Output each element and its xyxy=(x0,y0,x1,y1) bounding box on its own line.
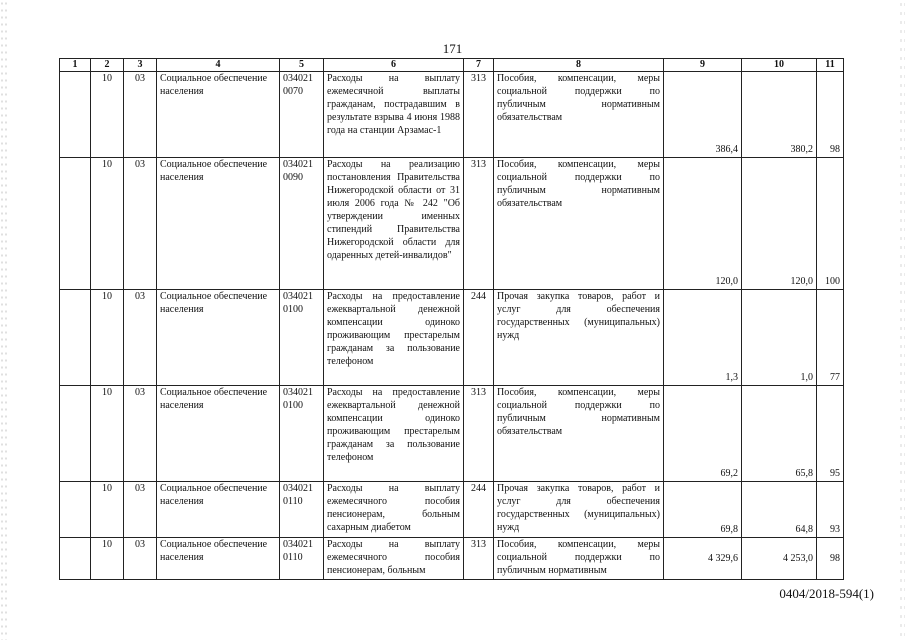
col-header: 9 xyxy=(664,59,742,72)
scan-edge-left xyxy=(0,0,8,640)
cell-plan: 4 329,6 xyxy=(664,538,742,580)
cell-percent: 77 xyxy=(817,290,844,386)
cell-type-name: Прочая закупка товаров, работ и услуг для обеспечения государственных (муниципальных) нужд xyxy=(494,290,664,386)
cell-actual: 120,0 xyxy=(742,158,817,290)
cell-type-name: Прочая закупка товаров, работ и услуг для обеспечения государственных (муниципальных) нужд xyxy=(494,482,664,538)
cell-percent: 95 xyxy=(817,386,844,482)
cell-subsection: 03 xyxy=(124,482,157,538)
cell-subsection: 03 xyxy=(124,158,157,290)
col-header: 6 xyxy=(324,59,464,72)
cell-section: 10 xyxy=(91,386,124,482)
col-header: 1 xyxy=(60,59,91,72)
cell-plan: 69,8 xyxy=(664,482,742,538)
table-row xyxy=(60,158,844,290)
cell-target-code: 034021 0090 xyxy=(280,158,324,290)
cell-expense-name: Расходы на выплату ежемесячной выплаты гражданам, пострадавшим в результате взрыва 4 июня 1988 года на станции Арзамас-1 xyxy=(324,72,464,158)
cell-expense-name: Расходы на реализацию постановления Правительства Нижегородской области от 31 июля 2006 года № 242 "Об утверждении именных стипендий Правительства Нижегородской области для одаренных детей-инвалидов" xyxy=(324,158,464,290)
cell-target-code: 034021 0070 xyxy=(280,72,324,158)
cell-section-name: Социальное обеспечение населения xyxy=(157,538,280,580)
cell-type-code: 313 xyxy=(464,538,494,580)
cell-type-code: 244 xyxy=(464,290,494,386)
cell-type-name: Пособия, компенсации, меры социальной поддержки по публичным нормативным xyxy=(494,538,664,580)
cell-plan: 120,0 xyxy=(664,158,742,290)
cell-plan: 1,3 xyxy=(664,290,742,386)
col-header: 3 xyxy=(124,59,157,72)
cell-type-name: Пособия, компенсации, меры социальной поддержки по публичным нормативным обязательствам xyxy=(494,386,664,482)
document-number: 0404/2018-594(1) xyxy=(779,586,874,601)
cell-type-code: 313 xyxy=(464,386,494,482)
page-number: 171 xyxy=(442,41,463,56)
header-row xyxy=(60,59,844,72)
cell-section: 10 xyxy=(91,538,124,580)
cell-type-code: 313 xyxy=(464,158,494,290)
col-header: 8 xyxy=(494,59,664,72)
cell-plan: 386,4 xyxy=(664,72,742,158)
cell-expense-name: Расходы на предоставление ежеквартальной денежной компенсации одиноко проживающим престарелым гражданам за пользование телефоном xyxy=(324,290,464,386)
cell-subsection: 03 xyxy=(124,538,157,580)
cell-type-code: 313 xyxy=(464,72,494,158)
col-header: 4 xyxy=(157,59,280,72)
cell-expense-name: Расходы на выплату ежемесячного пособия пенсионерам, больным xyxy=(324,538,464,580)
cell-expense-name: Расходы на предоставление ежеквартальной денежной компенсации одиноко проживающим престарелым гражданам за пользование телефоном xyxy=(324,386,464,482)
cell-index xyxy=(60,290,91,386)
cell-index xyxy=(60,538,91,580)
cell-index xyxy=(60,158,91,290)
cell-target-code: 034021 0110 xyxy=(280,482,324,538)
cell-subsection: 03 xyxy=(124,386,157,482)
cell-subsection: 03 xyxy=(124,72,157,158)
cell-target-code: 034021 0100 xyxy=(280,290,324,386)
cell-section-name: Социальное обеспечение населения xyxy=(157,72,280,158)
table-row xyxy=(60,72,844,158)
cell-subsection: 03 xyxy=(124,290,157,386)
cell-actual: 1,0 xyxy=(742,290,817,386)
cell-percent: 93 xyxy=(817,482,844,538)
cell-index xyxy=(60,482,91,538)
cell-percent: 100 xyxy=(817,158,844,290)
cell-section-name: Социальное обеспечение населения xyxy=(157,290,280,386)
cell-section: 10 xyxy=(91,290,124,386)
cell-section-name: Социальное обеспечение населения xyxy=(157,482,280,538)
col-header: 5 xyxy=(280,59,324,72)
cell-section: 10 xyxy=(91,72,124,158)
cell-percent: 98 xyxy=(817,538,844,580)
cell-section-name: Социальное обеспечение населения xyxy=(157,158,280,290)
cell-expense-name: Расходы на выплату ежемесячного пособия пенсионерам, больным сахарным диабетом xyxy=(324,482,464,538)
cell-type-name: Пособия, компенсации, меры социальной поддержки по публичным нормативным обязательствам xyxy=(494,72,664,158)
cell-type-code: 244 xyxy=(464,482,494,538)
cell-actual: 4 253,0 xyxy=(742,538,817,580)
scan-edge-right xyxy=(899,0,905,640)
table-row xyxy=(60,290,844,386)
cell-actual: 64,8 xyxy=(742,482,817,538)
cell-section: 10 xyxy=(91,158,124,290)
cell-percent: 98 xyxy=(817,72,844,158)
cell-plan: 69,2 xyxy=(664,386,742,482)
col-header: 11 xyxy=(817,59,844,72)
cell-section: 10 xyxy=(91,482,124,538)
cell-actual: 380,2 xyxy=(742,72,817,158)
cell-section-name: Социальное обеспечение населения xyxy=(157,386,280,482)
cell-index xyxy=(60,72,91,158)
col-header: 2 xyxy=(91,59,124,72)
cell-type-name: Пособия, компенсации, меры социальной поддержки по публичным нормативным обязательствам xyxy=(494,158,664,290)
table-row xyxy=(60,482,844,538)
col-header: 10 xyxy=(742,59,817,72)
cell-index xyxy=(60,386,91,482)
budget-table xyxy=(59,58,844,580)
cell-actual: 65,8 xyxy=(742,386,817,482)
table-row xyxy=(60,538,844,580)
table-row xyxy=(60,386,844,482)
col-header: 7 xyxy=(464,59,494,72)
cell-target-code: 034021 0110 xyxy=(280,538,324,580)
cell-target-code: 034021 0100 xyxy=(280,386,324,482)
